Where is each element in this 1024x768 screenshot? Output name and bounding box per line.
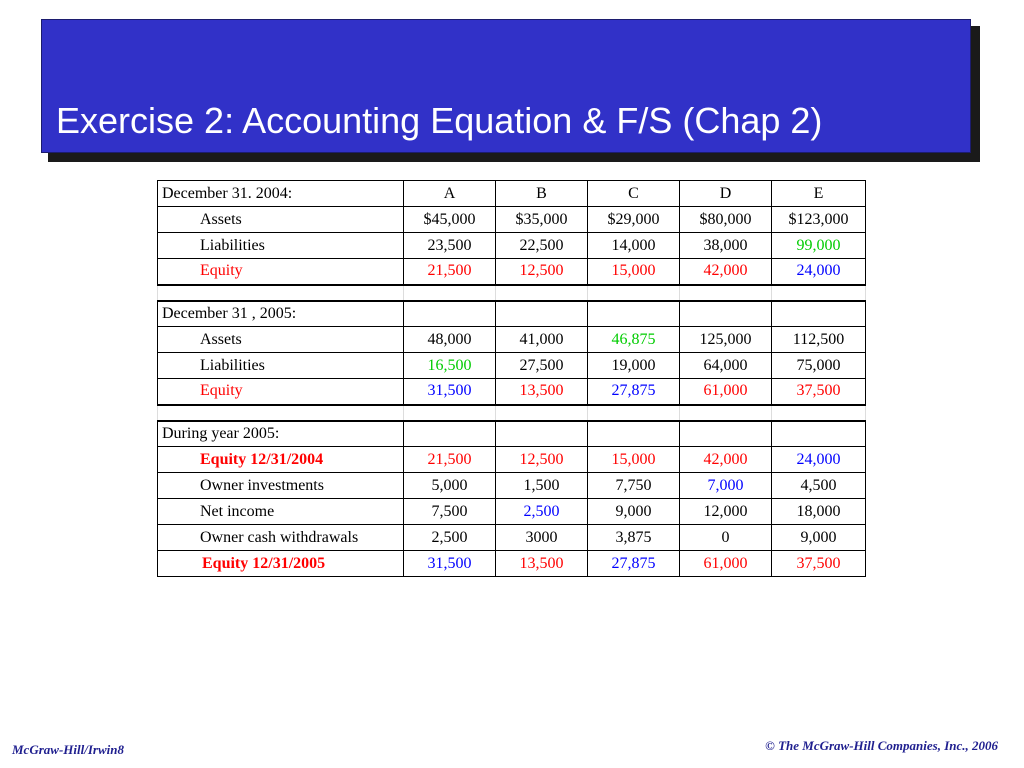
cell: $80,000: [680, 207, 772, 233]
cell: 23,500: [404, 233, 496, 259]
header-2004-label: December 31. 2004:: [158, 181, 404, 207]
cell: 2,500: [404, 525, 496, 551]
cell: 9,000: [772, 525, 866, 551]
table-row: [158, 207, 866, 233]
table-header-row: [158, 181, 866, 207]
cell: 27,875: [588, 551, 680, 577]
cell: 48,000: [404, 327, 496, 353]
spacer-row: [158, 285, 866, 301]
cell: 125,000: [680, 327, 772, 353]
row-label: Equity 12/31/2005: [158, 551, 404, 577]
cell: 2,500: [496, 499, 588, 525]
slide-title: Exercise 2: Accounting Equation & F/S (Chap 2): [56, 100, 823, 141]
cell: 9,000: [588, 499, 680, 525]
table-row: [158, 447, 866, 473]
cell: 16,500: [404, 353, 496, 379]
cell: $35,000: [496, 207, 588, 233]
cell: 12,500: [496, 259, 588, 285]
cell: 3000: [496, 525, 588, 551]
cell: 24,000: [772, 259, 866, 285]
cell: 37,500: [772, 551, 866, 577]
cell: 21,500: [404, 259, 496, 285]
row-label: Assets: [158, 327, 404, 353]
row-label: Equity 12/31/2004: [158, 447, 404, 473]
cell: 24,000: [772, 447, 866, 473]
cell: 7,000: [680, 473, 772, 499]
row-label: Equity: [158, 259, 404, 285]
table-row: [158, 551, 866, 577]
cell: 15,000: [588, 447, 680, 473]
row-label: Liabilities: [158, 233, 404, 259]
cell: $123,000: [772, 207, 866, 233]
cell: 3,875: [588, 525, 680, 551]
footer-publisher: McGraw-Hill/Irwin8: [12, 742, 124, 757]
header-2005-label: December 31 , 2005:: [158, 301, 404, 327]
row-label: Liabilities: [158, 353, 404, 379]
cell: 15,000: [588, 259, 680, 285]
cell: 41,000: [496, 327, 588, 353]
cell: 61,000: [680, 379, 772, 405]
cell: 7,500: [404, 499, 496, 525]
cell: 14,000: [588, 233, 680, 259]
col-header-c: C: [588, 181, 680, 207]
cell: 22,500: [496, 233, 588, 259]
cell: 31,500: [404, 379, 496, 405]
accounting-table: [157, 180, 866, 577]
table-row: [158, 259, 866, 285]
footer-copyright: © The McGraw-Hill Companies, Inc., 2006: [765, 738, 998, 753]
row-label: Equity: [158, 379, 404, 405]
section-header-row: [158, 301, 866, 327]
cell: 21,500: [404, 447, 496, 473]
cell: 75,000: [772, 353, 866, 379]
cell: 46,875: [588, 327, 680, 353]
cell: 31,500: [404, 551, 496, 577]
row-label: Assets: [158, 207, 404, 233]
cell: 27,500: [496, 353, 588, 379]
cell: 1,500: [496, 473, 588, 499]
title-banner: [41, 19, 971, 153]
row-label: Net income: [158, 499, 404, 525]
cell: 13,500: [496, 379, 588, 405]
cell: 38,000: [680, 233, 772, 259]
cell: 27,875: [588, 379, 680, 405]
table-row: [158, 525, 866, 551]
cell: 37,500: [772, 379, 866, 405]
cell: 64,000: [680, 353, 772, 379]
col-header-b: B: [496, 181, 588, 207]
table-row: [158, 353, 866, 379]
cell: 112,500: [772, 327, 866, 353]
cell: 5,000: [404, 473, 496, 499]
cell: 99,000: [772, 233, 866, 259]
table-row: [158, 379, 866, 405]
cell: 4,500: [772, 473, 866, 499]
spacer-row: [158, 405, 866, 421]
table-row: [158, 499, 866, 525]
cell: 12,000: [680, 499, 772, 525]
cell: 42,000: [680, 259, 772, 285]
section-header-row: [158, 421, 866, 447]
col-header-d: D: [680, 181, 772, 207]
cell: 12,500: [496, 447, 588, 473]
cell: 0: [680, 525, 772, 551]
cell: $29,000: [588, 207, 680, 233]
row-label: Owner cash withdrawals: [158, 525, 404, 551]
cell: 13,500: [496, 551, 588, 577]
col-header-a: A: [404, 181, 496, 207]
table-row: [158, 233, 866, 259]
header-during-label: During year 2005:: [158, 421, 404, 447]
cell: 18,000: [772, 499, 866, 525]
row-label: Owner investments: [158, 473, 404, 499]
col-header-e: E: [772, 181, 866, 207]
cell: 61,000: [680, 551, 772, 577]
table-row: [158, 327, 866, 353]
cell: 7,750: [588, 473, 680, 499]
table-row: [158, 473, 866, 499]
cell: 19,000: [588, 353, 680, 379]
cell: 42,000: [680, 447, 772, 473]
cell: $45,000: [404, 207, 496, 233]
